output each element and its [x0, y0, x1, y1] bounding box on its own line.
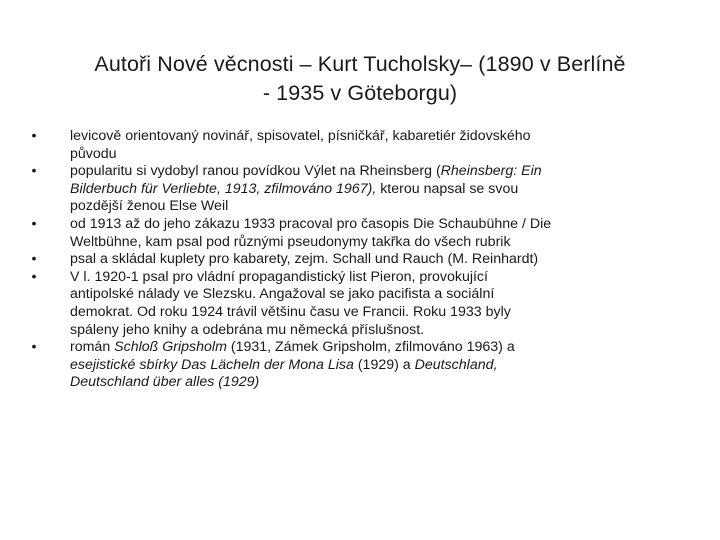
text-segment: antipolské nálady ve Slezsku. Angažoval se jako pacifista a sociální [70, 286, 495, 303]
bullet-list [28, 128, 712, 392]
text-segment: V l. 1920-1 psal pro vládní propagandistický list Pieron, provokující [70, 268, 488, 285]
bullet-text-line [70, 216, 712, 234]
bullet-text-line [70, 322, 712, 340]
slide-title-line-1: Autoři Nové věcnosti – Kurt Tucholsky– (1890 v Berlíně [94, 52, 626, 77]
bullet-dot-icon: • [31, 268, 37, 285]
bullet-text-line [70, 286, 712, 304]
italic-text-segment: Deutschland über alles (1929) [70, 374, 260, 391]
text-segment: pozdější ženou Else Weil [70, 198, 229, 215]
bullet-text-line [70, 374, 712, 392]
bullet-dot-icon: • [31, 163, 37, 180]
bullet-text-line [70, 198, 712, 216]
text-segment: původu [70, 145, 117, 162]
bullet-text-line [70, 339, 712, 357]
italic-text-segment: Schloß Gripsholm [114, 339, 227, 356]
slide-title-line-2: - 1935 v Göteborgu) [262, 81, 458, 106]
text-segment: popularitu si vydobyl ranou povídkou Výlet na Rheinsberg ( [70, 163, 441, 180]
slide-title [30, 50, 690, 108]
text-segment: spáleny jeho knihy a odebrána mu německá příslušnost. [70, 321, 425, 338]
bullet-text-line [70, 251, 712, 269]
bullet-text-line [70, 234, 712, 252]
text-segment: (1929) a [353, 356, 415, 373]
bullet-item [28, 251, 712, 269]
bullet-item [28, 216, 712, 251]
text-segment: román [70, 339, 115, 356]
bullet-text-line [70, 304, 712, 322]
text-segment: Weltbühne, kam psal pod různými pseudonymy takřka do všech rubrik [70, 233, 511, 250]
text-segment: kterou napsal se svou [376, 180, 519, 197]
bullet-dot-icon: • [31, 251, 37, 268]
text-segment: psal a skládal kuplety pro kabarety, zejm. Schall und Rauch (M. Reinhardt) [70, 251, 539, 268]
bullet-item [28, 163, 712, 216]
bullet-dot-icon: • [31, 128, 37, 144]
bullet-text-line [70, 146, 712, 164]
bullet-text-line [70, 181, 712, 199]
text-segment: od 1913 až do jeho zákazu 1933 pracoval pro časopis Die Schaubühne / Die [70, 215, 552, 232]
text-segment: (1931, Zámek Gripsholm, zfilmováno 1963) a [226, 339, 515, 356]
bullet-text-line [70, 269, 712, 287]
bullet-dot-icon: • [31, 215, 37, 232]
italic-text-segment: Bilderbuch für Verliebte, 1913, zfilmováno 1967), [70, 180, 377, 197]
bullet-item [28, 339, 712, 392]
italic-text-segment: esejistické sbírky Das Lächeln der Mona Lisa [70, 356, 354, 373]
text-segment: levicově orientovaný novinář, spisovatel, písničkář, kabaretiér židovského [70, 128, 531, 144]
italic-text-segment: Deutschland, [414, 356, 498, 373]
bullet-dot-icon: • [31, 339, 37, 356]
bullet-text-line [70, 128, 712, 146]
text-segment: demokrat. Od roku 1924 trávil většinu času ve Francii. Roku 1933 byly [70, 303, 511, 320]
italic-text-segment: Rheinsberg: Ein [440, 163, 542, 180]
bullet-text-line [70, 163, 712, 181]
bullet-item [28, 269, 712, 339]
bullet-item [28, 128, 712, 163]
bullet-text-line [70, 357, 712, 375]
